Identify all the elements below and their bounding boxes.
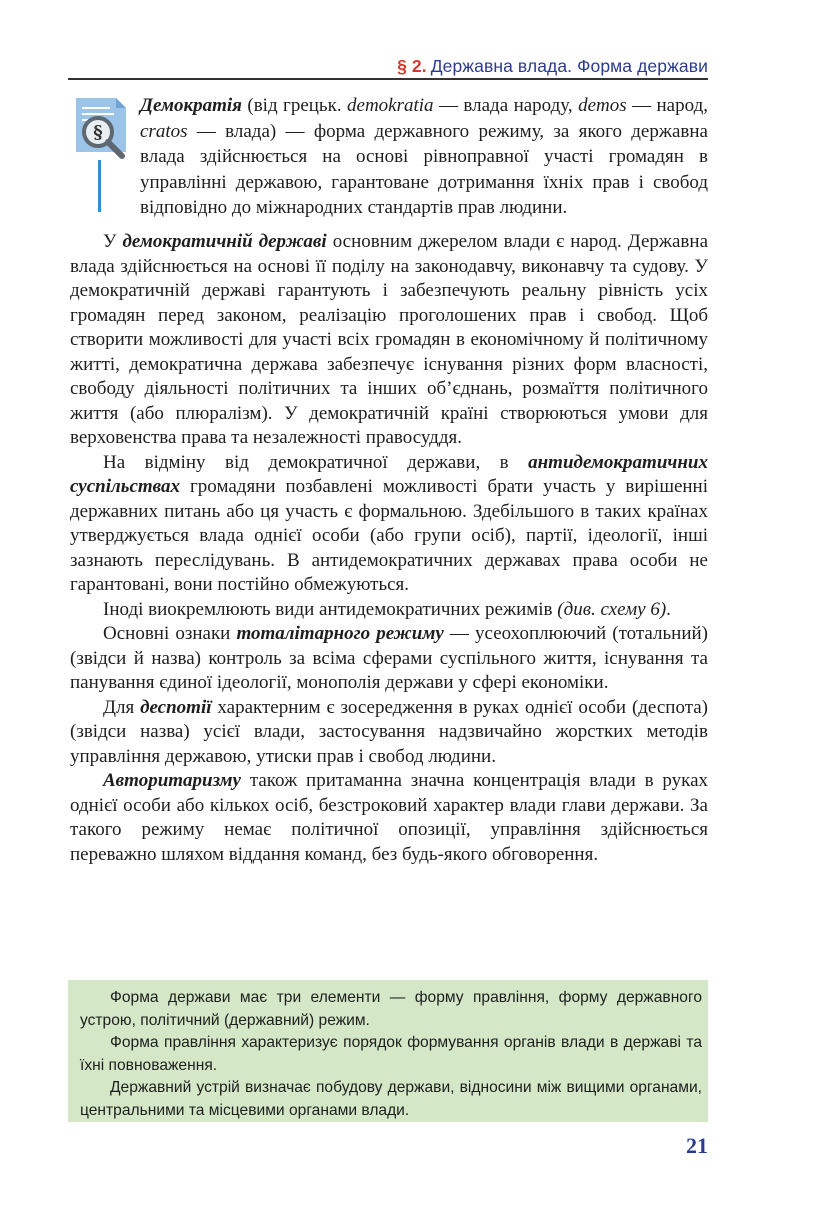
paragraph (70, 451, 708, 598)
term: деспотії (140, 696, 212, 718)
body-text (70, 230, 708, 867)
definition-text: — народ, (626, 95, 708, 116)
paragraph (70, 598, 708, 623)
paragraph-text: основним джерелом влади є народ. Державна влада здійснюється на основі її поділу на законодавчу, виконавчу та судову. У демократичній державі гарантують і забезпечують реальну рівність усіх громадян перед законом, реалізацію проголошених прав і свобод. Щоб створити можливості для участі всіх громадян в економічному й політичному житті, демократична держава забезпечує існування різних форм власності, свободу діяльності політичних та інших об’єднань, розмаїття політичного життя (або плюралізм). У демократичній країні створюються умови для верховенства права та незалежності правосуддя. (70, 231, 709, 448)
greek-word: cratos (140, 120, 188, 142)
paragraph (70, 769, 708, 867)
paragraph-text: Основні ознаки (103, 623, 237, 644)
page-number: 21 (686, 1133, 708, 1158)
paragraph-text: Іноді виокремлюють види антидемократичних режимів (103, 598, 558, 620)
term: Авторитаризму (103, 770, 241, 791)
definition-text: — влада народу, (433, 95, 579, 116)
paragraph-text: громадяни позбавлені можливості брати участь у вирішенні державних питань або ця участь є формальною. Здебільшого в таких країнах утверджується влада однієї особи (або групи осіб), партії, ідеології, інші зазнають переслідувань. В антидемократичних державах права особи не гарантовані, вони постійно обмежуються. (70, 476, 708, 595)
header-rule (68, 78, 708, 80)
term-democracy: Демократія (140, 95, 242, 116)
definition-text: (від грецьк. (241, 95, 348, 116)
svg-text:§: § (93, 122, 103, 143)
note-paragraph: Державний устрій визначає побудову держави, відносини між вищими органами, центральними та місцевими органами влади. (80, 1079, 702, 1119)
paragraph-text: також притаманна значна концентрація влади в руках однієї особи або кількох осіб, безстроковий характер влади глави держави. За такого режиму немає політичної опозиції, управління здійснюється переважно шляхом віддання команд, без будь-якого обговорення. (70, 770, 708, 865)
note-paragraph: Форма держави має три елементи — форму правління, форму державного устрою, політичний (державний) режим. (80, 989, 702, 1029)
paragraph-text: характерним є зосередження в руках однієї особи (деспота) (звідси назва) усієї влади, застосування надзвичайно жорстких методів управління державою, утиски прав і свобод людини. (70, 696, 708, 767)
definition-block (140, 93, 708, 221)
term: антидемократичних суспільствах (70, 451, 708, 497)
running-header (68, 56, 708, 78)
term: тоталітарного режиму (236, 623, 444, 644)
paragraph (70, 230, 708, 451)
definition-accent-line (98, 160, 101, 212)
document-magnifier-section-icon (70, 96, 132, 162)
term: демократичній державі (122, 231, 327, 252)
paragraph (70, 696, 708, 770)
paragraph-text: — усеохоплюючий (тотальний) (звідси й назва) контроль за всіма сферами суспільного життя, існування та панування єдиної ідеології, монополія держави у сфері економіки. (70, 623, 708, 693)
paragraph (70, 622, 708, 696)
paragraph-text: Для (103, 696, 141, 718)
section-number: § 2. (397, 56, 427, 76)
greek-word: demokratia (347, 95, 434, 116)
definition-text: — влада) — форма державного режиму, за якого державна влада здійснюється на основі рівноправної участі громадян в управлінні державою, гарантоване дотримання їхніх прав і свобод відповідно до міжнародних стандартів прав людини. (140, 120, 708, 219)
paragraph-text: . (666, 598, 671, 620)
note-paragraph: Форма правління характеризує порядок формування органів влади в державі та їхні повноваження. (80, 1034, 702, 1074)
summary-note-box (68, 980, 708, 1122)
paragraph-text: На відміну від демократичної держави, в (103, 451, 529, 473)
scheme-reference: (див. схему 6) (557, 598, 667, 620)
section-title: Державна влада. Форма держави (430, 56, 708, 76)
paragraph-text: У (103, 231, 123, 252)
greek-word: demos (578, 95, 627, 116)
